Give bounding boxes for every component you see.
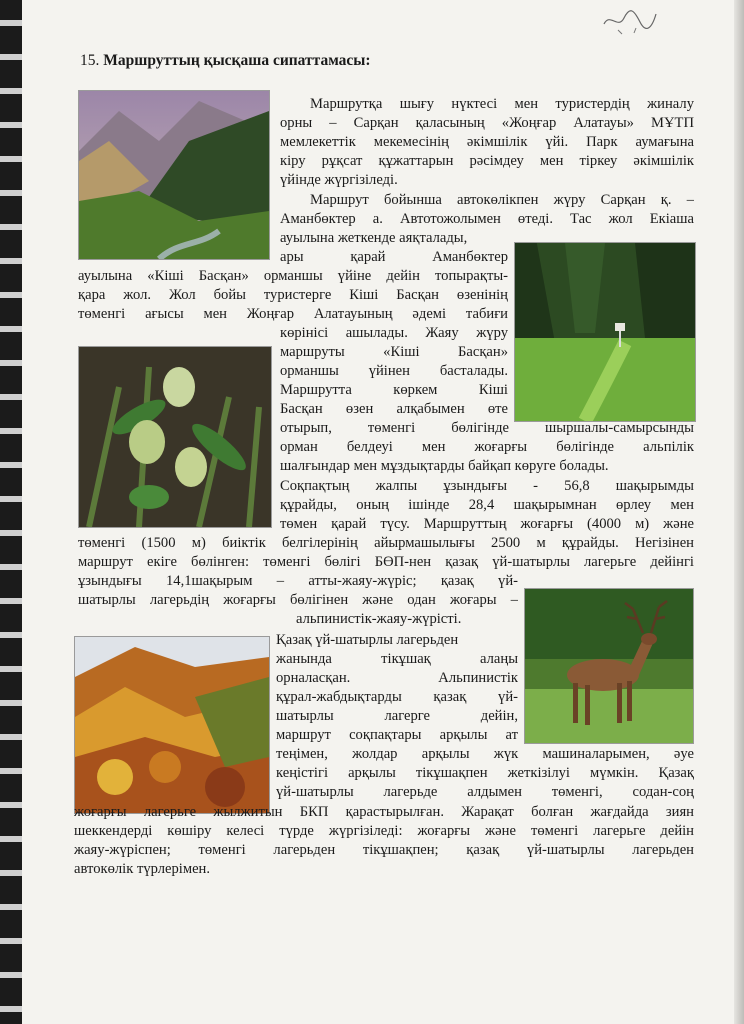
text-line: ауылына жеткенде аяқталады, <box>280 230 468 246</box>
page-edge-shadow <box>734 0 744 1024</box>
text-line: ұзындығы 14,1шақырым – атты-жаяу-жүріс; қазақ үй- <box>78 573 518 589</box>
text-line: құрал-жабдықтарды қазақ үй- <box>276 689 518 705</box>
section-heading <box>80 52 371 70</box>
section-title: Маршруттың қысқаша сипаттамасы: <box>103 52 371 69</box>
text-line: орман белдеуі мен жоғарғы бөлігінде альпілік <box>280 439 694 455</box>
text-line: Маршрутта көркем Кіші <box>280 382 508 398</box>
deer-photo <box>524 588 694 744</box>
text-line: Басқан өзен алқабымен өте <box>280 401 508 417</box>
fritillaria-flower-photo <box>78 346 272 528</box>
text-line: жоғарғы лагерьге жылжитын БКП қарастырылған. Жарақат болған жағдайда зиян <box>74 804 694 820</box>
text-line: үйінде жүргізіледі. <box>280 172 398 188</box>
mountain-valley-photo <box>78 90 270 260</box>
text-line: кеңістігі арқылы тікұшақпен жеткізілуі мүмкін. Қазақ <box>276 765 694 781</box>
forest-glade-photo <box>514 242 696 422</box>
text-line: шатырлы лагерге дейін, <box>276 708 518 724</box>
section-number: 15. <box>80 52 100 69</box>
text-line: төменгі ағысы мен Жоңғар Алатауының әдемі табиғи <box>78 306 508 322</box>
text-line: альпинистік-жаяу-жүрісті. <box>296 611 462 627</box>
text-line: маршруты «Кіші Басқан» <box>280 344 508 360</box>
text-line: мемлекеттік мекемесінің әкімшілік үйі. Парк аумағына <box>280 134 694 150</box>
text-line: Маршрут бойынша автокөлікпен жүру Сарқан қ. – <box>310 192 694 208</box>
text-line: төменгі (1500 м) биіктік белгілерінің айырмашылығы 2500 м құрайды. Негізінен <box>78 535 694 551</box>
text-line: жаяу-жүріспен; төменгі лагерьден тікұшақпен; қазақ үй-шатырлы лагерьден <box>74 842 694 858</box>
text-line: төмен қарай түсу. Маршруттың жоғарғы (4000 м) және <box>280 516 694 532</box>
text-line: көрінісі ашылады. Жаяу жүру <box>280 325 508 341</box>
text-line: Қазақ үй-шатырлы лагерьден <box>276 632 459 648</box>
text-line: ауылына «Кіші Басқан» орманшы үйіне дейін топырақты- <box>78 268 508 284</box>
spiral-binding <box>0 0 22 1024</box>
text-line: шатырлы лагерьдің жоғарғы бөлігінен және одан жоғары – <box>78 592 518 608</box>
text-line: кіру рұқсат құжаттарын рәсімдеу мен тіркеу әкімшілік <box>280 153 694 169</box>
text-line: шалғындар мен мұздықтарды байқап көруге болады. <box>280 458 609 474</box>
text-line: Соқпақтың жалпы ұзындығы - 56,8 шақырымды <box>280 478 694 494</box>
handwritten-mark <box>600 6 660 36</box>
text-line: автокөлік түрлерімен. <box>74 861 211 877</box>
autumn-forest-photo <box>74 636 270 814</box>
text-line: Аманбөктер а. Автотожолымен өтеді. Тас жол Екіаша <box>280 211 694 227</box>
text-line: отырып, төменгі бөлігінде шыршалы-самырсынды <box>280 420 694 436</box>
text-line: ары қарай Аманбөктер <box>280 249 508 265</box>
text-line: орманшы үйінен басталады. <box>280 363 508 379</box>
text-line: теңімен, жолдар арқылы жүк машиналарымен, әуе <box>276 746 694 762</box>
text-line: маршрут екіге бөлінген: төменгі бөлігі БӨП-нен қазақ үй-шатырлы лагерьге дейінгі <box>78 554 694 570</box>
document-page <box>70 48 694 948</box>
text-line: Маршрутқа шығу нүктесі мен туристердің жиналу <box>310 96 694 112</box>
text-line: орналасқан. Альпинистік <box>276 670 518 686</box>
text-line: маршрут соқпақтары арқылы ат <box>276 727 518 743</box>
text-line: шеккендерді көшіру келесі түрде жүргізіледі: жоғарғы және төменгі лагерьге дейін <box>74 823 694 839</box>
text-line: үй-шатырлы лагерьде алдымен төменгі, содан-соң <box>276 784 694 800</box>
text-line: жанында тікұшақ алаңы <box>276 651 518 667</box>
text-line: құрайды, оның ішінде 28,4 шақырымнан өрлеу мен <box>280 497 694 513</box>
text-line: қара жол. Жол бойы туристерге Кіші Басқан өзенінің <box>78 287 508 303</box>
text-line: орны – Сарқан қаласының «Жоңғар Алатауы» МҰТП <box>280 115 694 131</box>
